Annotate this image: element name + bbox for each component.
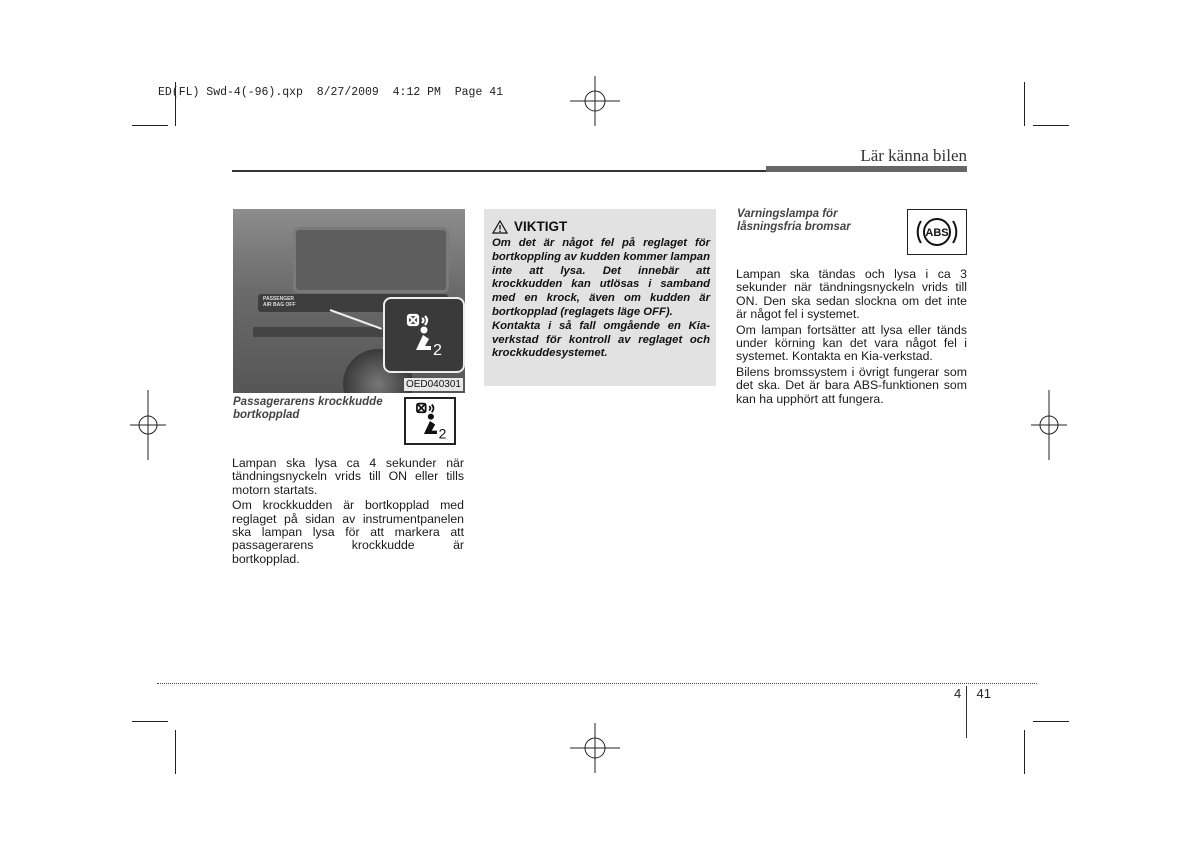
abs-warning-icon xyxy=(914,213,960,251)
crop-mark xyxy=(1024,82,1025,126)
dashboard-photo xyxy=(233,209,465,393)
section-title: Lär känna bilen xyxy=(860,146,967,165)
warning-heading: VIKTIGT xyxy=(492,219,567,234)
abs-label: ABS xyxy=(925,227,949,239)
crop-mark xyxy=(132,721,168,722)
abs-icon-box xyxy=(907,209,967,255)
page-in-chapter: 41 xyxy=(976,686,991,701)
page-number-divider xyxy=(966,686,967,738)
crop-mark xyxy=(1033,125,1069,126)
page-number xyxy=(954,686,991,701)
warning-text: Om det är något fel på reglaget för bortkoppling av kudden kommer lampan inte att lysa. Det innebär att krockkudden kan utlösas i samband med en krock, även om kudden är bortkopplad (reglagets läge OFF). Kontakta i så fall omgående en Kia-verkstad för kontroll av reglaget och krockkuddesystemet. xyxy=(492,237,710,360)
airbag-off-indicator-zoom xyxy=(383,297,465,373)
display-screen xyxy=(293,227,449,293)
registration-mark-icon xyxy=(570,723,620,773)
warning-box xyxy=(484,209,716,386)
registration-mark-icon xyxy=(130,390,166,460)
airbag-off-icon xyxy=(399,310,449,360)
panel-label: PASSENGER AIR BAG OFF xyxy=(263,296,296,308)
crop-mark xyxy=(1033,721,1069,722)
warning-triangle-icon xyxy=(492,220,508,234)
crop-mark xyxy=(1024,730,1025,774)
crop-mark xyxy=(132,125,168,126)
airbag-caption: Passagerarens krockkudde bortkopplad xyxy=(233,396,383,421)
svg-text:2: 2 xyxy=(433,342,442,359)
svg-text:2: 2 xyxy=(438,425,447,441)
footer-rule xyxy=(157,683,1037,684)
registration-mark-icon xyxy=(570,76,620,126)
airbag-description: Lampan ska lysa ca 4 sekunder när tändningsnyckeln vrids till ON eller tills motorn startats. Om krockkudden är bortkopplad med reglaget på sidan av instrumentpanelen ska lampan lysa för att markera att passagerarens krockkudde är bortkopplad. xyxy=(232,456,464,566)
crop-mark xyxy=(175,730,176,774)
header-rule-accent xyxy=(766,166,967,172)
file-header: ED(FL) Swd-4(-96).qxp 8/27/2009 4:12 PM Page 41 xyxy=(158,86,504,99)
airbag-off-icon xyxy=(408,401,452,441)
photo-reference-code: OED040301 xyxy=(405,379,461,390)
registration-mark-icon xyxy=(1031,390,1067,460)
airbag-icon-box xyxy=(404,397,456,445)
chapter-number: 4 xyxy=(954,686,962,701)
abs-caption: Varningslampa för låsningsfria bromsar xyxy=(737,208,851,233)
abs-description: Lampan ska tändas och lysa i ca 3 sekunder när tändningsnyckeln vrids till ON. Den ska sedan slockna om det inte är något fel i systemet. Om lampan fortsätter att lysa eller tänds under körning kan det vara något fel i systemet. Kontakta en Kia-verkstad. Bilens bromssystem i övrigt fungerar som det ska. Det är bara ABS-funktionen som kan ha upphört att fungera. xyxy=(736,267,967,406)
